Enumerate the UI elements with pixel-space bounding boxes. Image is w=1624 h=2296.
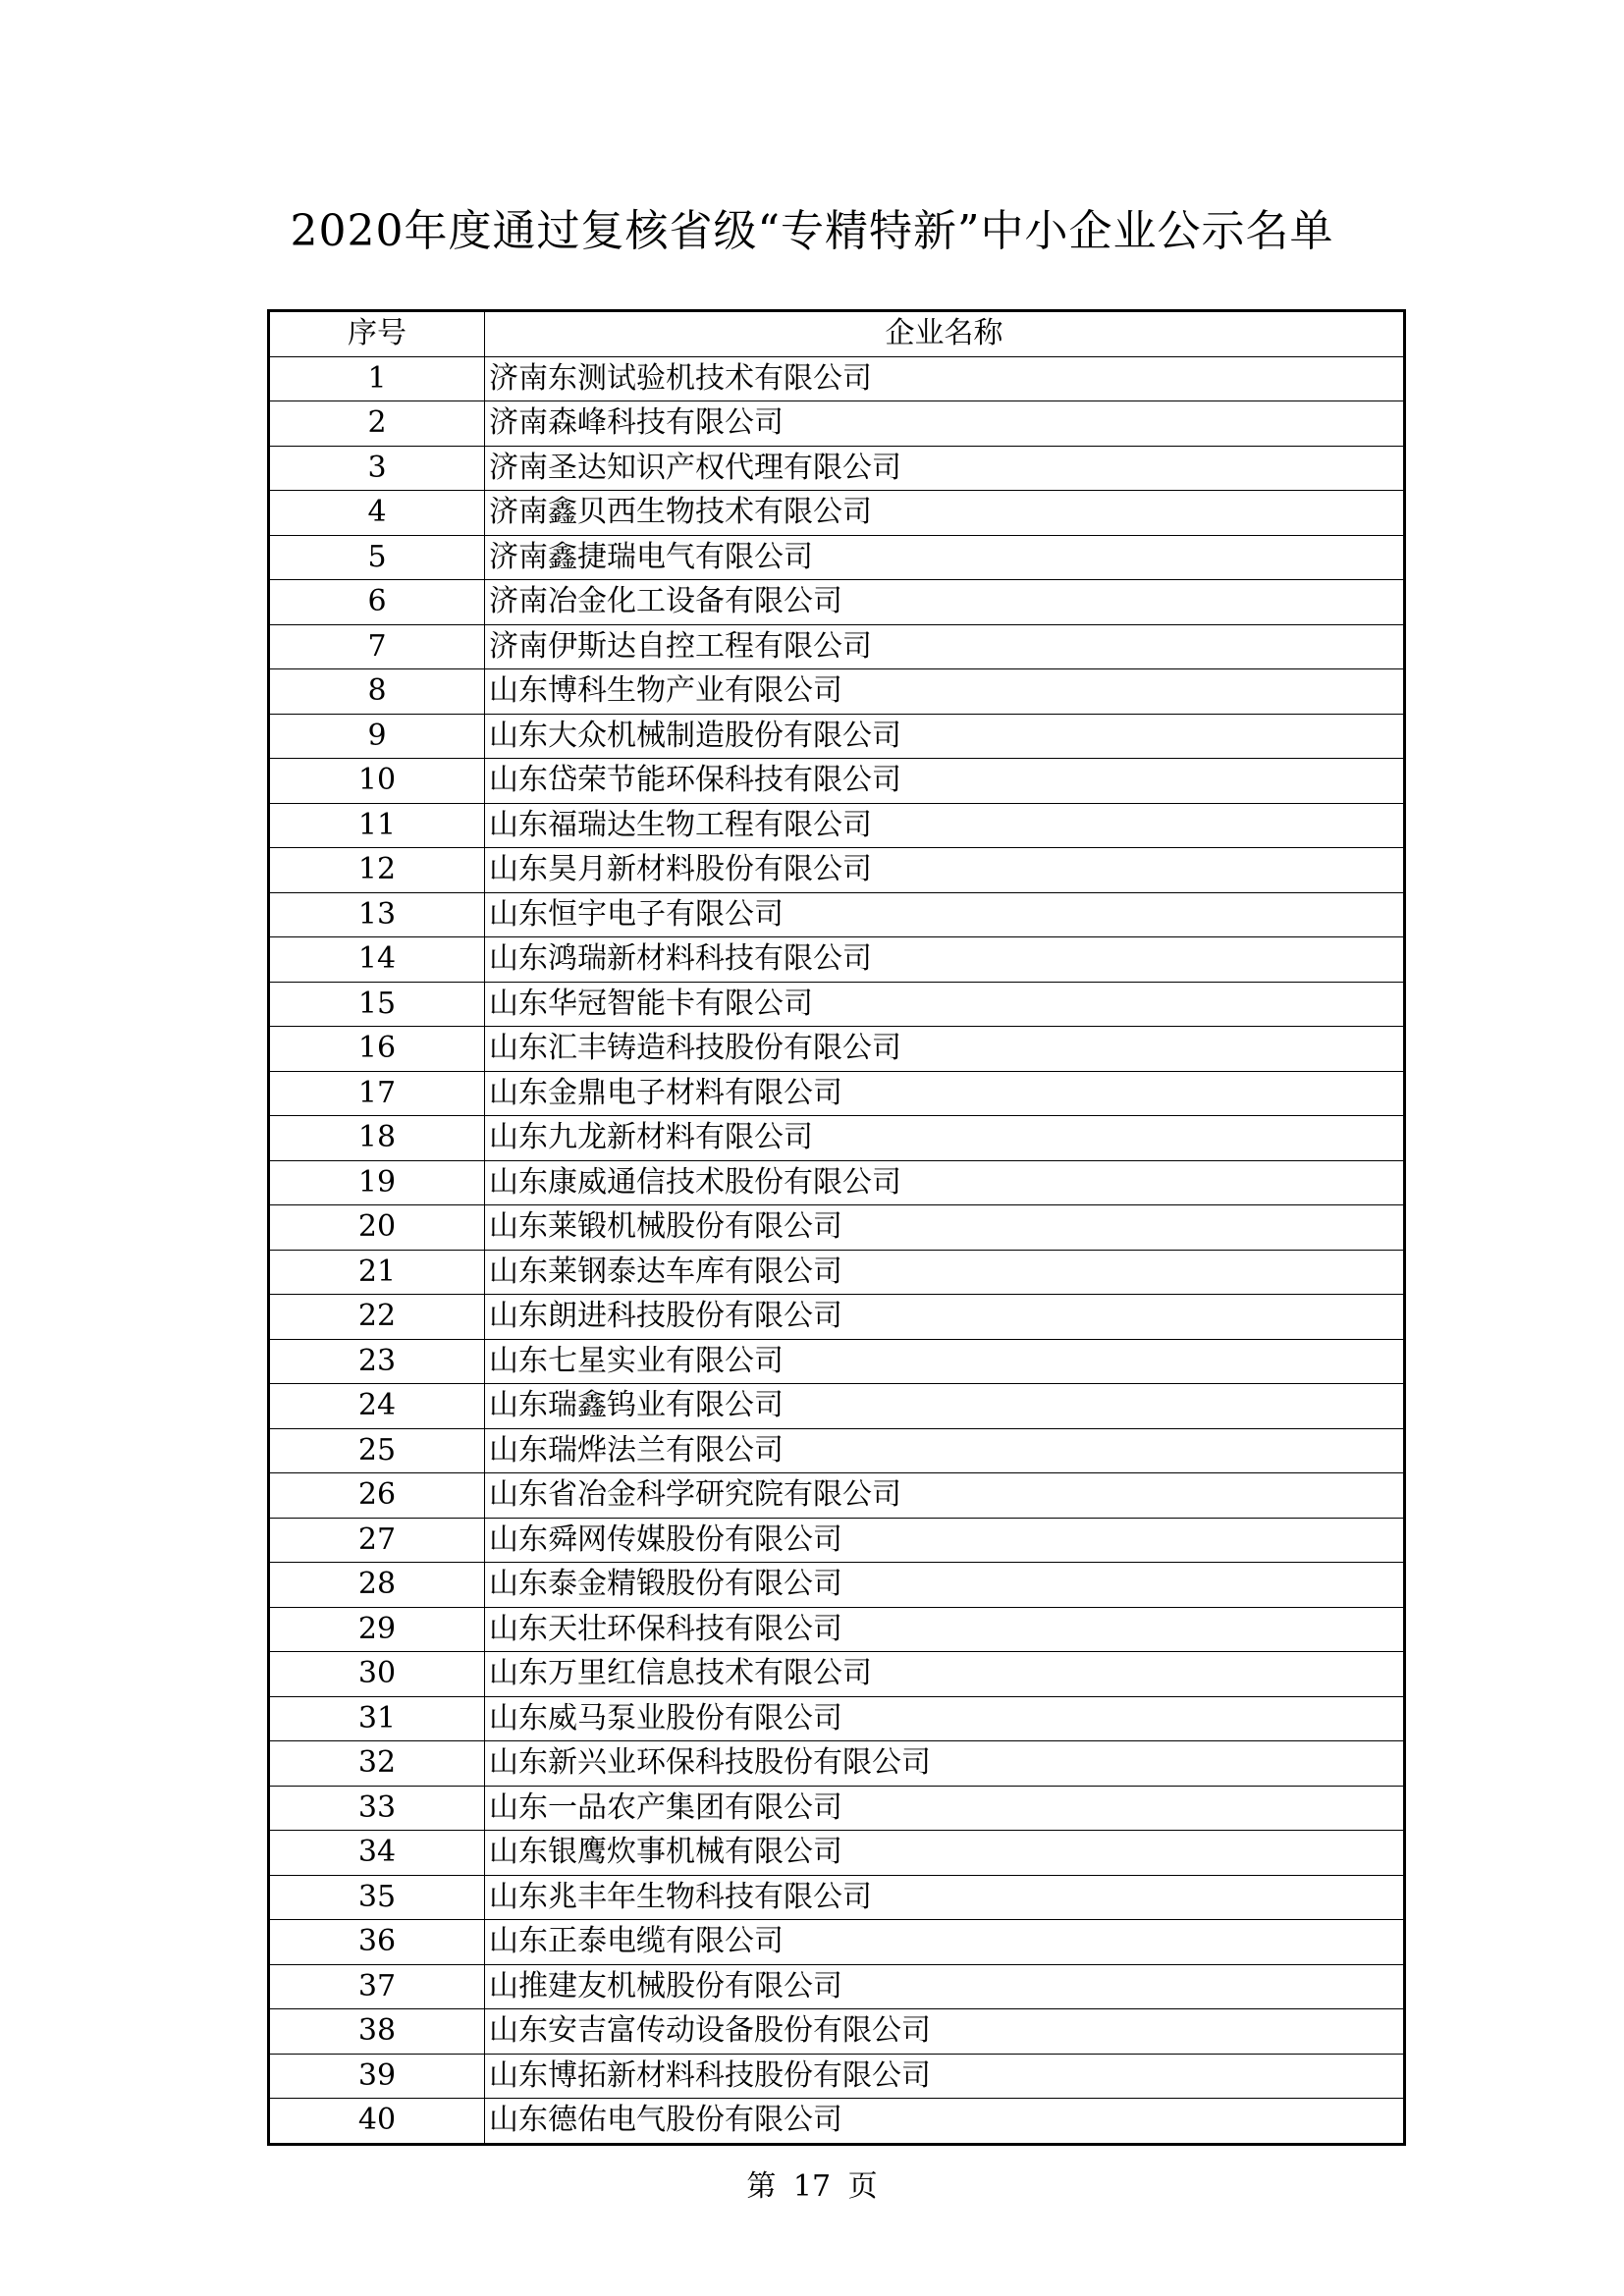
company-name-cell: 山东新兴业环保科技股份有限公司 [485, 1741, 1405, 1787]
serial-number-cell: 9 [269, 714, 485, 759]
company-name-cell: 山东金鼎电子材料有限公司 [485, 1071, 1405, 1116]
serial-number-cell: 27 [269, 1518, 485, 1563]
table-row [269, 580, 1405, 625]
table-row [269, 1205, 1405, 1251]
company-name-cell: 山东莱锻机械股份有限公司 [485, 1205, 1405, 1251]
company-name-cell: 山东银鹰炊事机械有限公司 [485, 1831, 1405, 1876]
company-name-cell: 山东万里红信息技术有限公司 [485, 1652, 1405, 1697]
serial-number-cell: 39 [269, 2054, 485, 2099]
table-body [269, 356, 1405, 2144]
serial-number-cell: 11 [269, 803, 485, 848]
serial-number-cell: 5 [269, 535, 485, 580]
table-row [269, 1160, 1405, 1205]
company-name-cell: 山东一品农产集团有限公司 [485, 1786, 1405, 1831]
table-row [269, 759, 1405, 804]
serial-number-cell: 21 [269, 1250, 485, 1295]
serial-number-cell: 16 [269, 1027, 485, 1072]
table-row [269, 803, 1405, 848]
serial-number-cell: 6 [269, 580, 485, 625]
serial-number-cell: 4 [269, 491, 485, 536]
serial-number-cell: 15 [269, 982, 485, 1027]
table-row [269, 937, 1405, 983]
table-row [269, 1563, 1405, 1608]
table-row [269, 2099, 1405, 2145]
company-name-cell: 济南伊斯达自控工程有限公司 [485, 624, 1405, 669]
table-row [269, 1473, 1405, 1519]
serial-number-cell: 23 [269, 1339, 485, 1384]
table-row [269, 982, 1405, 1027]
serial-number-cell: 24 [269, 1384, 485, 1429]
company-name-cell: 济南冶金化工设备有限公司 [485, 580, 1405, 625]
serial-number-cell: 13 [269, 892, 485, 937]
table-row [269, 624, 1405, 669]
serial-number-cell: 17 [269, 1071, 485, 1116]
company-name-cell: 济南鑫捷瑞电气有限公司 [485, 535, 1405, 580]
company-name-cell: 山东德佑电气股份有限公司 [485, 2099, 1405, 2145]
serial-number-cell: 38 [269, 2009, 485, 2055]
table-row [269, 1652, 1405, 1697]
serial-number-cell: 12 [269, 848, 485, 893]
table-row [269, 2054, 1405, 2099]
serial-number-cell: 30 [269, 1652, 485, 1697]
company-name-cell: 山东舜网传媒股份有限公司 [485, 1518, 1405, 1563]
company-name-cell: 济南圣达知识产权代理有限公司 [485, 446, 1405, 491]
table-row [269, 1027, 1405, 1072]
serial-number-cell: 29 [269, 1607, 485, 1652]
company-name-cell: 山东泰金精锻股份有限公司 [485, 1563, 1405, 1608]
company-list-table [267, 309, 1406, 2146]
table-row [269, 1339, 1405, 1384]
page-number: 第 17 页 [746, 2169, 878, 2204]
company-name-cell: 山东正泰电缆有限公司 [485, 1920, 1405, 1965]
company-name-cell: 山东博拓新材料科技股份有限公司 [485, 2054, 1405, 2099]
table-row [269, 356, 1405, 401]
table-row [269, 1831, 1405, 1876]
company-name-cell: 山东瑞鑫钨业有限公司 [485, 1384, 1405, 1429]
table-row [269, 535, 1405, 580]
company-name-cell: 山东岱荣节能环保科技有限公司 [485, 759, 1405, 804]
company-name-cell: 山东恒宇电子有限公司 [485, 892, 1405, 937]
table-row [269, 1071, 1405, 1116]
table-row [269, 1384, 1405, 1429]
table-row [269, 892, 1405, 937]
serial-number-cell: 33 [269, 1786, 485, 1831]
company-name-cell: 山东省冶金科学研究院有限公司 [485, 1473, 1405, 1519]
company-name-cell: 山东昊月新材料股份有限公司 [485, 848, 1405, 893]
serial-number-cell: 25 [269, 1428, 485, 1473]
serial-number-cell: 7 [269, 624, 485, 669]
table-row [269, 1250, 1405, 1295]
serial-number-cell: 20 [269, 1205, 485, 1251]
company-name-cell: 山东七星实业有限公司 [485, 1339, 1405, 1384]
table-row [269, 1786, 1405, 1831]
serial-number-cell: 2 [269, 401, 485, 447]
company-name-cell: 山东博科生物产业有限公司 [485, 669, 1405, 715]
company-name-cell: 山东大众机械制造股份有限公司 [485, 714, 1405, 759]
serial-number-cell: 40 [269, 2099, 485, 2145]
table-row [269, 401, 1405, 447]
table-row [269, 1116, 1405, 1161]
table-row [269, 714, 1405, 759]
page-title: 2020年度通过复核省级“专精特新”中小企业公示名单 [290, 206, 1334, 256]
serial-number-cell: 10 [269, 759, 485, 804]
company-name-cell: 山东鸿瑞新材料科技有限公司 [485, 937, 1405, 983]
serial-number-cell: 18 [269, 1116, 485, 1161]
serial-number-cell: 37 [269, 1964, 485, 2009]
serial-number-cell: 28 [269, 1563, 485, 1608]
serial-number-cell: 19 [269, 1160, 485, 1205]
serial-number-cell: 3 [269, 446, 485, 491]
table-row [269, 1696, 1405, 1741]
company-name-cell: 山东九龙新材料有限公司 [485, 1116, 1405, 1161]
table-row [269, 1607, 1405, 1652]
serial-number-cell: 22 [269, 1295, 485, 1340]
company-name-cell: 济南森峰科技有限公司 [485, 401, 1405, 447]
table-row [269, 1518, 1405, 1563]
table-row [269, 669, 1405, 715]
table-row [269, 1741, 1405, 1787]
table-row [269, 1428, 1405, 1473]
table-row [269, 1295, 1405, 1340]
serial-number-cell: 31 [269, 1696, 485, 1741]
header-serial-number: 序号 [269, 311, 485, 357]
table-row [269, 1964, 1405, 2009]
company-name-cell: 山东福瑞达生物工程有限公司 [485, 803, 1405, 848]
table-row [269, 848, 1405, 893]
table-header-row [269, 311, 1405, 357]
serial-number-cell: 34 [269, 1831, 485, 1876]
table-row [269, 446, 1405, 491]
table-row [269, 2009, 1405, 2055]
serial-number-cell: 14 [269, 937, 485, 983]
table-row [269, 491, 1405, 536]
company-name-cell: 山东康威通信技术股份有限公司 [485, 1160, 1405, 1205]
company-name-cell: 济南东测试验机技术有限公司 [485, 356, 1405, 401]
company-name-cell: 山东汇丰铸造科技股份有限公司 [485, 1027, 1405, 1072]
company-name-cell: 山东华冠智能卡有限公司 [485, 982, 1405, 1027]
table-row [269, 1875, 1405, 1920]
table-row [269, 1920, 1405, 1965]
header-company-name: 企业名称 [485, 311, 1405, 357]
company-name-cell: 济南鑫贝西生物技术有限公司 [485, 491, 1405, 536]
company-name-cell: 山东天壮环保科技有限公司 [485, 1607, 1405, 1652]
serial-number-cell: 1 [269, 356, 485, 401]
serial-number-cell: 36 [269, 1920, 485, 1965]
company-name-cell: 山东朗进科技股份有限公司 [485, 1295, 1405, 1340]
company-name-cell: 山推建友机械股份有限公司 [485, 1964, 1405, 2009]
company-name-cell: 山东安吉富传动设备股份有限公司 [485, 2009, 1405, 2055]
serial-number-cell: 32 [269, 1741, 485, 1787]
company-name-cell: 山东威马泵业股份有限公司 [485, 1696, 1405, 1741]
company-name-cell: 山东莱钢泰达车库有限公司 [485, 1250, 1405, 1295]
serial-number-cell: 35 [269, 1875, 485, 1920]
company-name-cell: 山东兆丰年生物科技有限公司 [485, 1875, 1405, 1920]
serial-number-cell: 8 [269, 669, 485, 715]
serial-number-cell: 26 [269, 1473, 485, 1519]
company-name-cell: 山东瑞烨法兰有限公司 [485, 1428, 1405, 1473]
